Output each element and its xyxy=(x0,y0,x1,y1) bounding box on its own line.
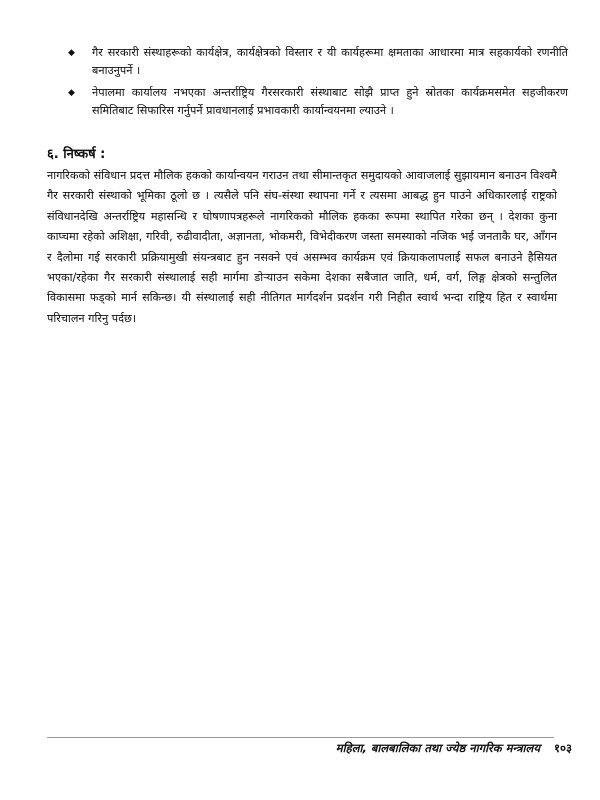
bullet-text: नेपालमा कार्यालय नभएका अन्तर्राष्ट्रिय गैरसरकारी संस्थाबाट सोझै प्राप्त हुने स्रोतका कार्यक्रमसमेत सहजीकरण समितिबाट सिफारिस गर्नुपर्ने प्रावधानलाई प्रभावकारी कार्यान्वयनमा ल्याउने । xyxy=(92,86,568,117)
bullet-list xyxy=(68,44,568,124)
page-number: १०३ xyxy=(554,741,572,755)
bullet-text: गैर सरकारी संस्थाहरूको कार्यक्षेत्र, कार्यक्षेत्रको विस्तार र यी कार्यहरूमा क्षमताका आधारमा मात्र सहकार्यको रणनीति बनाउनुपर्ने । xyxy=(92,46,568,77)
footer-divider xyxy=(47,737,554,738)
bullet-item xyxy=(68,44,568,80)
conclusion-paragraph: नागरिकको संविधान प्रदत्त मौलिक हकको कार्यान्वयन गराउन तथा सीमान्तकृत समुदायको आवाजलाई सुझायमान बनाउन विश्वमै गैर सरकारी संस्थाको भूमिका ठूलो छ । त्यसैले पनि संघ-संस्था स्थापना गर्ने र त्यसमा आबद्ध हुन पाउने अधिकारलाई राष्ट्रको संविधानदेखि अन्तर्राष्ट्रिय महासन्धि र घोषणापत्रहरूले नागरिकको मौलिक हकका रूपमा स्थापित गरेका छन् । देशका कुना काप्चमा रहेको अशिक्षा, गरिवी, रुढीवादीता, अज्ञानता, भोकमरी, विभेदीकरण जस्ता समस्याको नजिक भई जनताकै घर, आँगन र दैलोमा गई सरकारी प्रक्रियामुखी संयन्त्रबाट हुन नसक्ने एवं असम्भव कार्यक्रम एवं क्रियाकलापलाई सफल बनाउने हैसियत भएका/रहेका गैर सरकारी संस्थालाई सही मार्गमा डोऱ्याउन सकेमा देशका सबैजात जाति, धर्म, वर्ग, लिङ्ग क्षेत्रको सन्तुलित विकासमा फड्को मार्न सकिन्छ। यी संस्थालाई सही नीतिगत मार्गदर्शन प्रदर्शन गरी निहीत स्वार्थ भन्दा राष्ट्रिय हित र स्वार्थमा परिचालन गरिनु पर्दछ। xyxy=(47,169,557,325)
diamond-bullet-icon: ◆ xyxy=(68,48,75,58)
diamond-bullet-icon: ◆ xyxy=(68,88,75,98)
bullet-item xyxy=(68,84,568,120)
footer-ministry-name: महिला, बालबालिका तथा ज्येष्ठ नागरिक मन्त्रालय xyxy=(335,741,540,755)
section-heading: ६. निष्कर्ष : xyxy=(47,147,106,162)
